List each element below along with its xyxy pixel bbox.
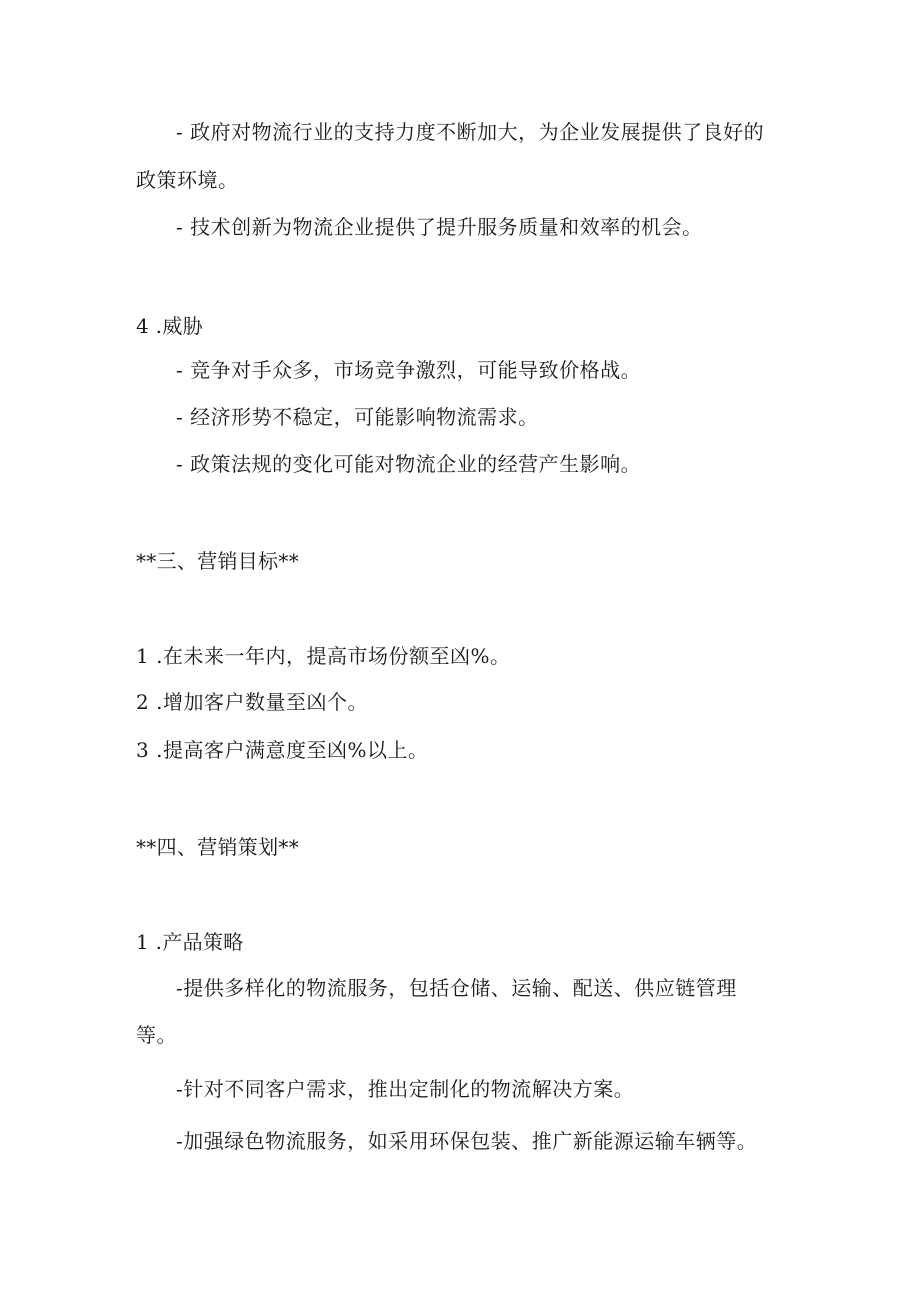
product-item-2: -针对不同客户需求，推出定制化的物流解决方案。	[176, 1077, 635, 1101]
opportunity-item-1-line-2: 政策环境。	[136, 168, 239, 192]
product-item-3: -加强绿色物流服务，如采用环保包装、推广新能源运输车辆等。	[176, 1129, 758, 1153]
opportunity-item-1-line-1: - 政府对物流行业的支持力度不断加大，为企业发展提供了良好的	[176, 120, 765, 144]
threat-item-2: - 经济形势不稳定，可能影响物流需求。	[176, 405, 539, 429]
section-4-title: **四、营销策划**	[136, 835, 299, 859]
threats-heading: 4 .威胁	[136, 314, 203, 338]
threat-item-1: - 竞争对手众多，市场竞争激烈，可能导致价格战。	[176, 358, 642, 382]
product-strategy-heading: 1 .产品策略	[136, 930, 244, 954]
goal-item-2: 2 .增加客户数量至凶个。	[136, 690, 368, 714]
section-3-title: **三、营销目标**	[136, 549, 299, 573]
opportunity-item-2: - 技术创新为物流企业提供了提升服务质量和效率的机会。	[176, 215, 703, 239]
product-item-1-line-2: 等。	[136, 1023, 177, 1047]
goal-item-3: 3 .提高客户满意度至凶%以上。	[136, 738, 429, 762]
goal-item-1: 1 .在未来一年内，提高市场份额至凶%。	[136, 644, 511, 668]
threat-item-3: - 政策法规的变化可能对物流企业的经营产生影响。	[176, 452, 642, 476]
product-item-1-line-1: -提供多样化的物流服务，包括仓储、运输、配送、供应链管理	[176, 976, 737, 1000]
